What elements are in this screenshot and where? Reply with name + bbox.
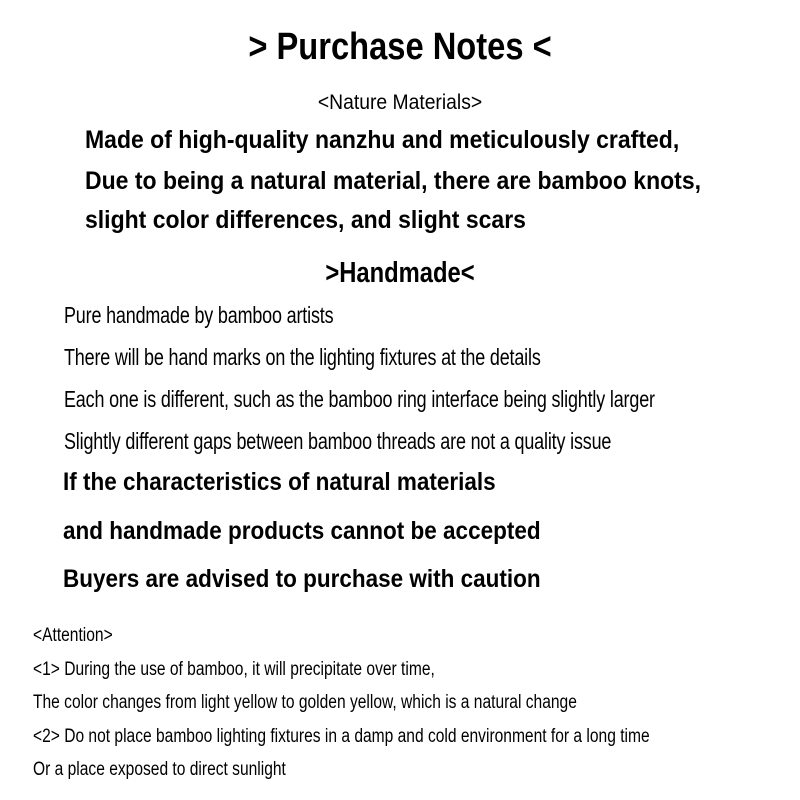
handmade-header: >Handmade< — [325, 257, 475, 289]
handmade-warning-line: and handmade products cannot be accepted — [63, 517, 541, 545]
nature-materials-header: <Nature Materials> — [317, 91, 483, 114]
attention-line: Or a place exposed to direct sunlight — [33, 759, 286, 780]
handmade-line: Slightly different gaps between bamboo threads are not a quality issue — [64, 428, 612, 454]
handmade-warning-line: If the characteristics of natural materials — [63, 468, 496, 496]
attention-line: <2> Do not place bamboo lighting fixtures in a damp and cold environment for a long time — [33, 726, 650, 747]
handmade-warning-line: Buyers are advised to purchase with caution — [63, 565, 541, 593]
nature-line: Made of high-quality nanzhu and meticulously crafted, — [85, 126, 680, 154]
page-title: > Purchase Notes < — [248, 26, 552, 68]
handmade-line: Each one is different, such as the bamboo ring interface being slightly larger — [64, 386, 655, 412]
attention-line: <1> During the use of bamboo, it will precipitate over time, — [33, 659, 435, 680]
attention-header: <Attention> — [33, 625, 113, 646]
handmade-line: There will be hand marks on the lighting fixtures at the details — [64, 344, 541, 370]
attention-line: The color changes from light yellow to golden yellow, which is a natural change — [33, 692, 577, 713]
nature-line: slight color differences, and slight scars — [85, 206, 526, 234]
handmade-line: Pure handmade by bamboo artists — [64, 302, 334, 328]
nature-line: Due to being a natural material, there are bamboo knots, — [85, 167, 702, 195]
